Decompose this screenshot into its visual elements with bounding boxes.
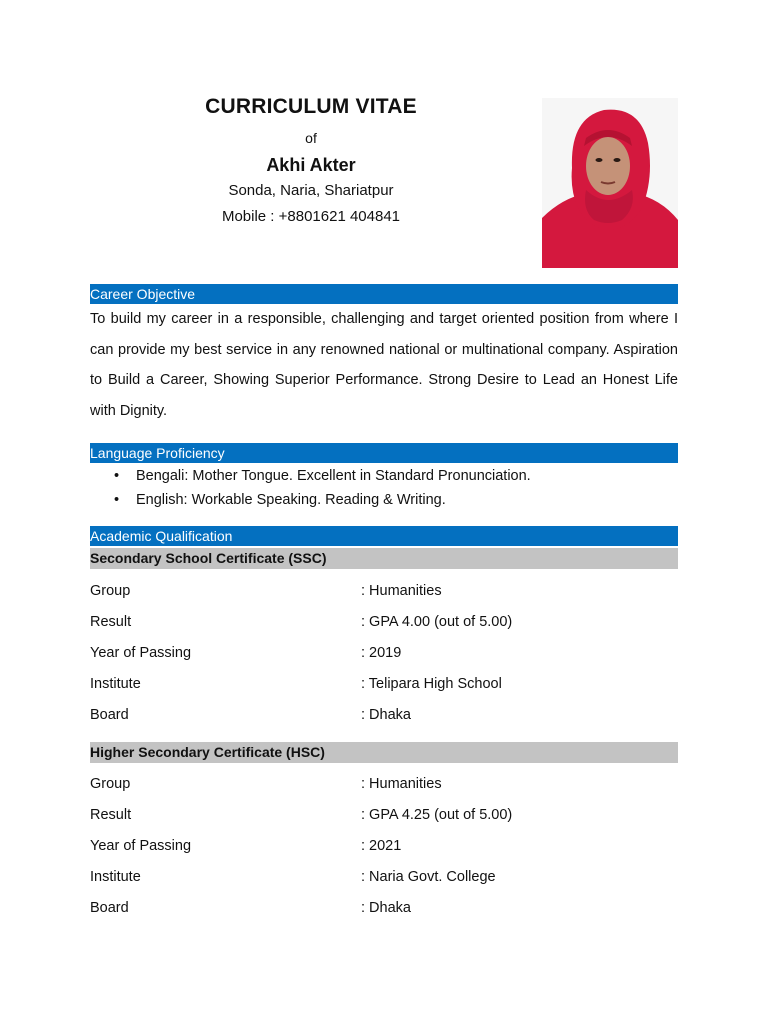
language-item-english: English: Workable Speaking. Reading & Writing. bbox=[136, 492, 446, 508]
table-row bbox=[90, 773, 678, 804]
career-objective-heading: Career Objective bbox=[90, 284, 678, 304]
academic-qualification-heading: Academic Qualification bbox=[90, 526, 678, 546]
hsc-year-label: Year of Passing bbox=[90, 838, 192, 854]
language-item-bengali: Bengali: Mother Tongue. Excellent in Standard Pronunciation. bbox=[136, 468, 531, 484]
cv-mobile: Mobile : +8801621 404841 bbox=[221, 208, 401, 225]
ssc-result-value: : GPA 4.00 (out of 5.00) bbox=[361, 614, 513, 630]
ssc-year-label: Year of Passing bbox=[90, 645, 192, 661]
bullet-icon: • bbox=[114, 468, 120, 484]
ssc-board-value: : Dhaka bbox=[361, 707, 411, 723]
hsc-result-label: Result bbox=[90, 807, 132, 823]
hsc-table bbox=[90, 773, 678, 928]
hsc-group-label: Group bbox=[90, 776, 131, 792]
ssc-heading: Secondary School Certificate (SSC) bbox=[90, 548, 678, 569]
table-row bbox=[90, 673, 678, 704]
ssc-institute-label: Institute bbox=[90, 676, 141, 692]
hsc-group-value: : Humanities bbox=[361, 776, 442, 792]
list-item bbox=[90, 465, 678, 489]
ssc-board-label: Board bbox=[90, 707, 129, 723]
ssc-year-value: : 2019 bbox=[361, 645, 402, 661]
table-row bbox=[90, 642, 678, 673]
ssc-institute-value: : Telipara High School bbox=[361, 676, 502, 692]
hsc-year-value: : 2021 bbox=[361, 838, 402, 854]
table-row bbox=[90, 580, 678, 611]
cv-of: of bbox=[305, 130, 317, 146]
hsc-board-label: Board bbox=[90, 900, 129, 916]
table-row bbox=[90, 611, 678, 642]
table-row bbox=[90, 804, 678, 835]
ssc-result-label: Result bbox=[90, 614, 132, 630]
cv-title: CURRICULUM VITAE bbox=[205, 95, 417, 118]
list-item bbox=[90, 489, 678, 513]
bullet-icon: • bbox=[114, 492, 120, 508]
ssc-group-label: Group bbox=[90, 583, 131, 599]
table-row bbox=[90, 897, 678, 928]
cv-name: Akhi Akter bbox=[266, 155, 356, 175]
hsc-heading: Higher Secondary Certificate (HSC) bbox=[90, 742, 678, 763]
hsc-result-value: : GPA 4.25 (out of 5.00) bbox=[361, 807, 513, 823]
table-row bbox=[90, 866, 678, 897]
profile-photo bbox=[542, 98, 678, 268]
hsc-institute-value: : Naria Govt. College bbox=[361, 869, 496, 885]
hsc-institute-label: Institute bbox=[90, 869, 141, 885]
cv-address: Sonda, Naria, Shariatpur bbox=[228, 182, 394, 199]
career-objective-text: To build my career in a responsible, challenging and target oriented position from where I can provide my best service in any renowned national or multinational company. Aspiration to Build a Career, Showing Superior Performance. Strong Desire to Lead an Honest Life with Dignity. bbox=[90, 311, 678, 419]
table-row bbox=[90, 835, 678, 866]
ssc-group-value: : Humanities bbox=[361, 583, 442, 599]
table-row bbox=[90, 704, 678, 735]
profile-photo-illustration bbox=[542, 98, 678, 268]
language-proficiency-heading: Language Proficiency bbox=[90, 443, 678, 463]
hsc-board-value: : Dhaka bbox=[361, 900, 411, 916]
language-list bbox=[90, 465, 678, 513]
ssc-table bbox=[90, 580, 678, 735]
